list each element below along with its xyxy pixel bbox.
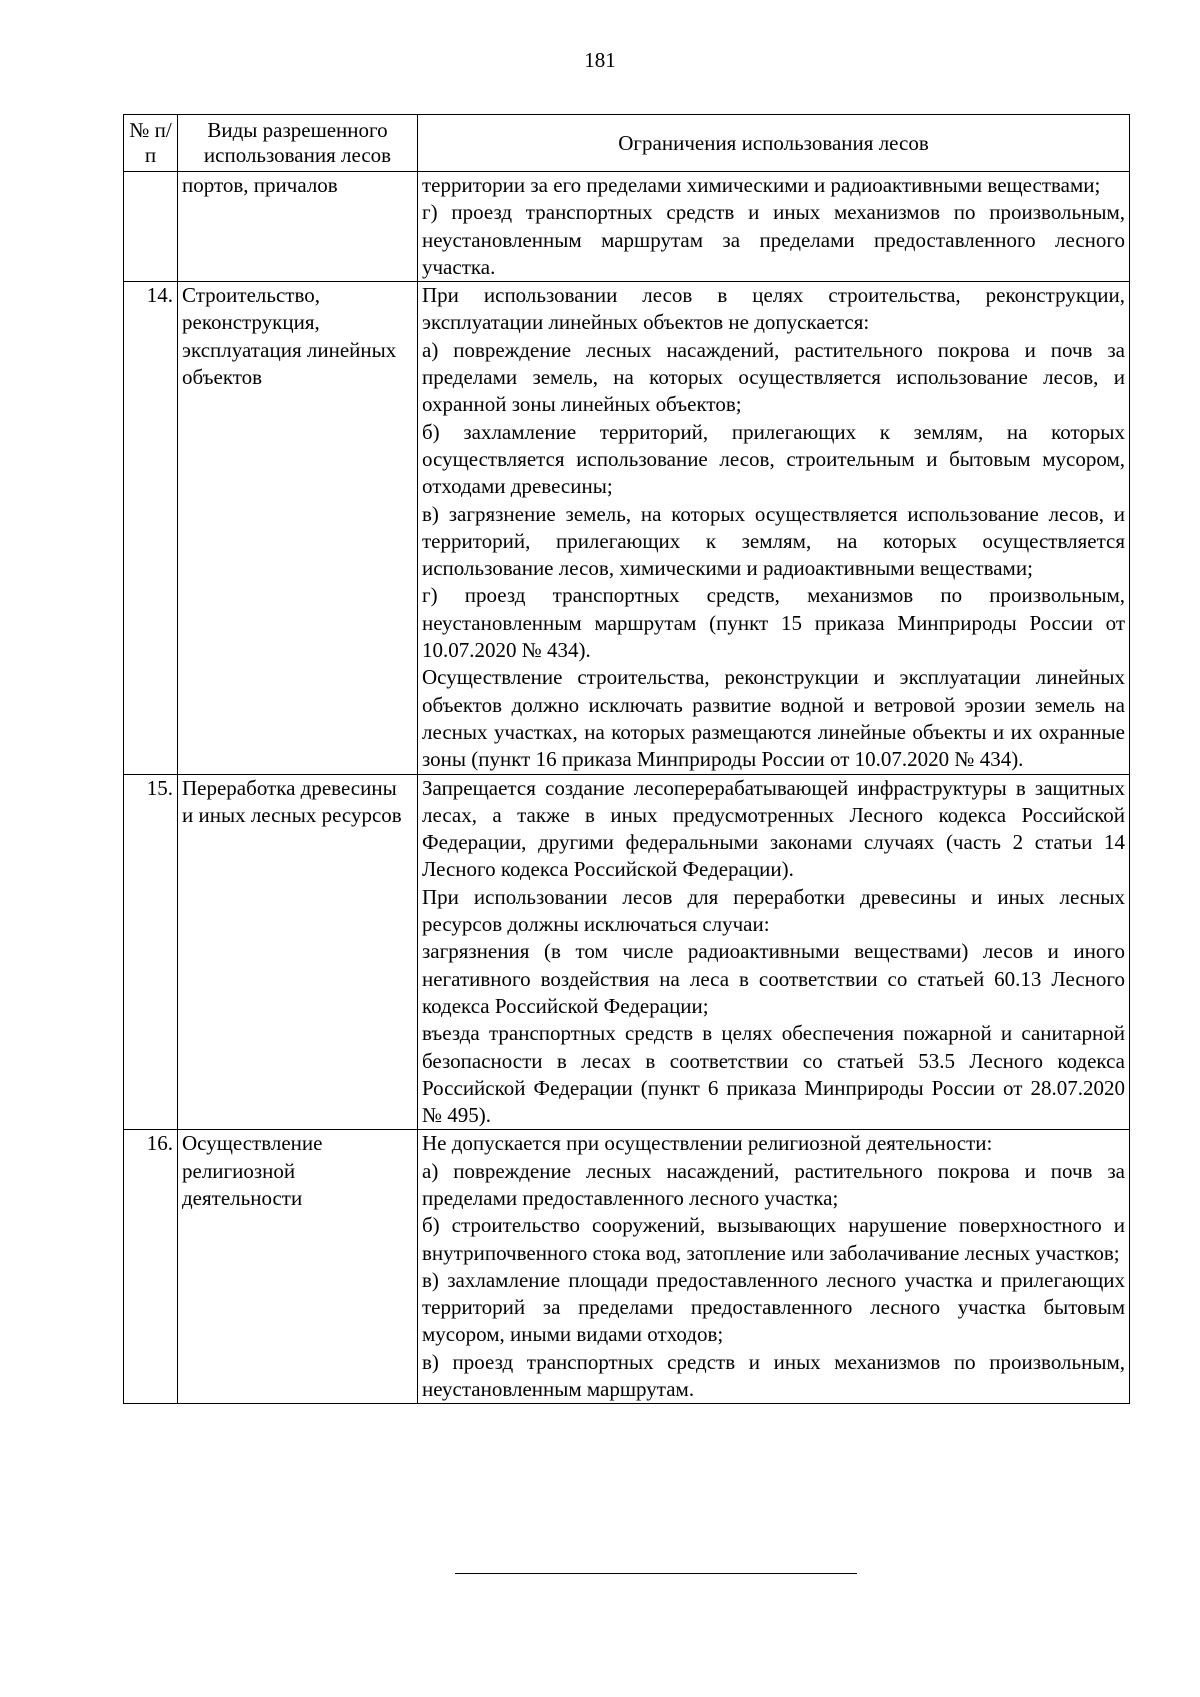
paragraph: г) проезд транспортных средств, механизмов по произвольным, неустановленным маршрутам (пункт 15 приказа Минприроды России от 10.07.2020 № 434). bbox=[422, 583, 1125, 663]
paragraph: загрязнения (в том числе радиоактивными веществами) лесов и иного негативного воздействия на леса в соответствии со статьей 60.13 Лесного кодекса Российской Федерации; bbox=[422, 939, 1125, 1018]
row-number: 15. bbox=[124, 774, 178, 1130]
footnote-separator-line bbox=[455, 1573, 857, 1574]
header-kind: Виды разрешенного использования лесов bbox=[178, 115, 418, 172]
row-restrictions bbox=[418, 172, 1130, 282]
paragraph: г) проезд транспортных средств и иных механизмов по произвольным, неустановленным маршрутам за пределами предоставленного лесного участка. bbox=[422, 200, 1125, 279]
row-kind: портов, причалов bbox=[178, 172, 418, 282]
row-number bbox=[124, 172, 178, 282]
paragraph: въезда транспортных средств в целях обеспечения пожарной и санитарной безопасности в лесах в соответствии со статьей 53.5 Лесного кодекса Российской Федерации (пункт 6 приказа Минприроды России от 28.07.2020 № 495). bbox=[422, 1021, 1125, 1128]
paragraph: а) повреждение лесных насаждений, растительного покрова и почв за пределами земель, на которых осуществляется использование лесов, и охранной зоны линейных объектов; bbox=[422, 337, 1125, 417]
paragraph: б) строительство сооружений, вызывающих нарушение поверхностного и внутрипочвенного стока вод, затопление или заболачивание лесных участков; bbox=[422, 1213, 1125, 1265]
paragraph: При использовании лесов для переработки древесины и иных лесных ресурсов должны исключаться случаи: bbox=[422, 884, 1125, 937]
row-number: 16. bbox=[124, 1130, 178, 1404]
paragraph: б) захламление территорий, прилегающих к землям, на которых осуществляется использование лесов, строительным и бытовым мусором, отходами древесины; bbox=[422, 419, 1125, 499]
paragraph: в) проезд транспортных средств и иных механизмов по произвольным, неустановленным маршрутам. bbox=[422, 1349, 1125, 1402]
header-restrictions: Ограничения использования лесов bbox=[418, 115, 1130, 172]
row-restrictions bbox=[418, 774, 1130, 1130]
paragraph: Осуществление строительства, реконструкции и эксплуатации линейных объектов должно исключать развитие водной и ветровой эрозии земель на лесных участках, на которых размещаются линейные объекты и их охранные зоны (пункт 16 приказа Минприроды России от 10.07.2020 № 434). bbox=[422, 665, 1125, 772]
row-kind: Переработка древесины и иных лесных ресурсов bbox=[178, 774, 418, 1130]
row-kind: Строительство, реконструкция, эксплуатация линейных объектов bbox=[178, 282, 418, 774]
row-restrictions bbox=[418, 1130, 1130, 1404]
paragraph: Запрещается создание лесоперерабатывающей инфраструктуры в защитных лесах, а также в иных предусмотренных Лесного кодекса Российской Федерации, другими федеральными законами случаях (часть 2 статьи 14 Лесного кодекса Российской Федерации). bbox=[422, 775, 1125, 882]
paragraph: Не допускается при осуществлении религиозной деятельности: bbox=[422, 1131, 993, 1156]
page-number: 181 bbox=[584, 48, 616, 72]
table-row bbox=[124, 774, 1130, 1130]
table-row bbox=[124, 282, 1130, 774]
table-row bbox=[124, 172, 1130, 282]
paragraph: а) повреждение лесных насаждений, растительного покрова и почв за пределами предоставленного лесного участка; bbox=[422, 1158, 1125, 1210]
restrictions-table bbox=[123, 114, 1130, 1404]
table-row bbox=[124, 1130, 1130, 1404]
row-kind: Осуществление религиозной деятельности bbox=[178, 1130, 418, 1404]
paragraph: в) захламление площади предоставленного лесного участка и прилегающих территорий за пределами предоставленного лесного участка бытовым мусором, иными видами отходов; bbox=[422, 1267, 1125, 1347]
paragraph: в) загрязнение земель, на которых осуществляется использование лесов, и территорий, прилегающих к землям, на которых осуществляется использование лесов, химическими и радиоактивными веществами; bbox=[422, 501, 1125, 581]
header-number: № п/п bbox=[124, 115, 178, 172]
paragraph: При использовании лесов в целях строительства, реконструкции, эксплуатации линейных объектов не допускается: bbox=[422, 283, 1125, 335]
row-restrictions bbox=[418, 282, 1130, 774]
paragraph: территории за его пределами химическими и радиоактивными веществами; bbox=[422, 173, 1101, 197]
table-header-row bbox=[124, 115, 1130, 172]
row-number: 14. bbox=[124, 282, 178, 774]
